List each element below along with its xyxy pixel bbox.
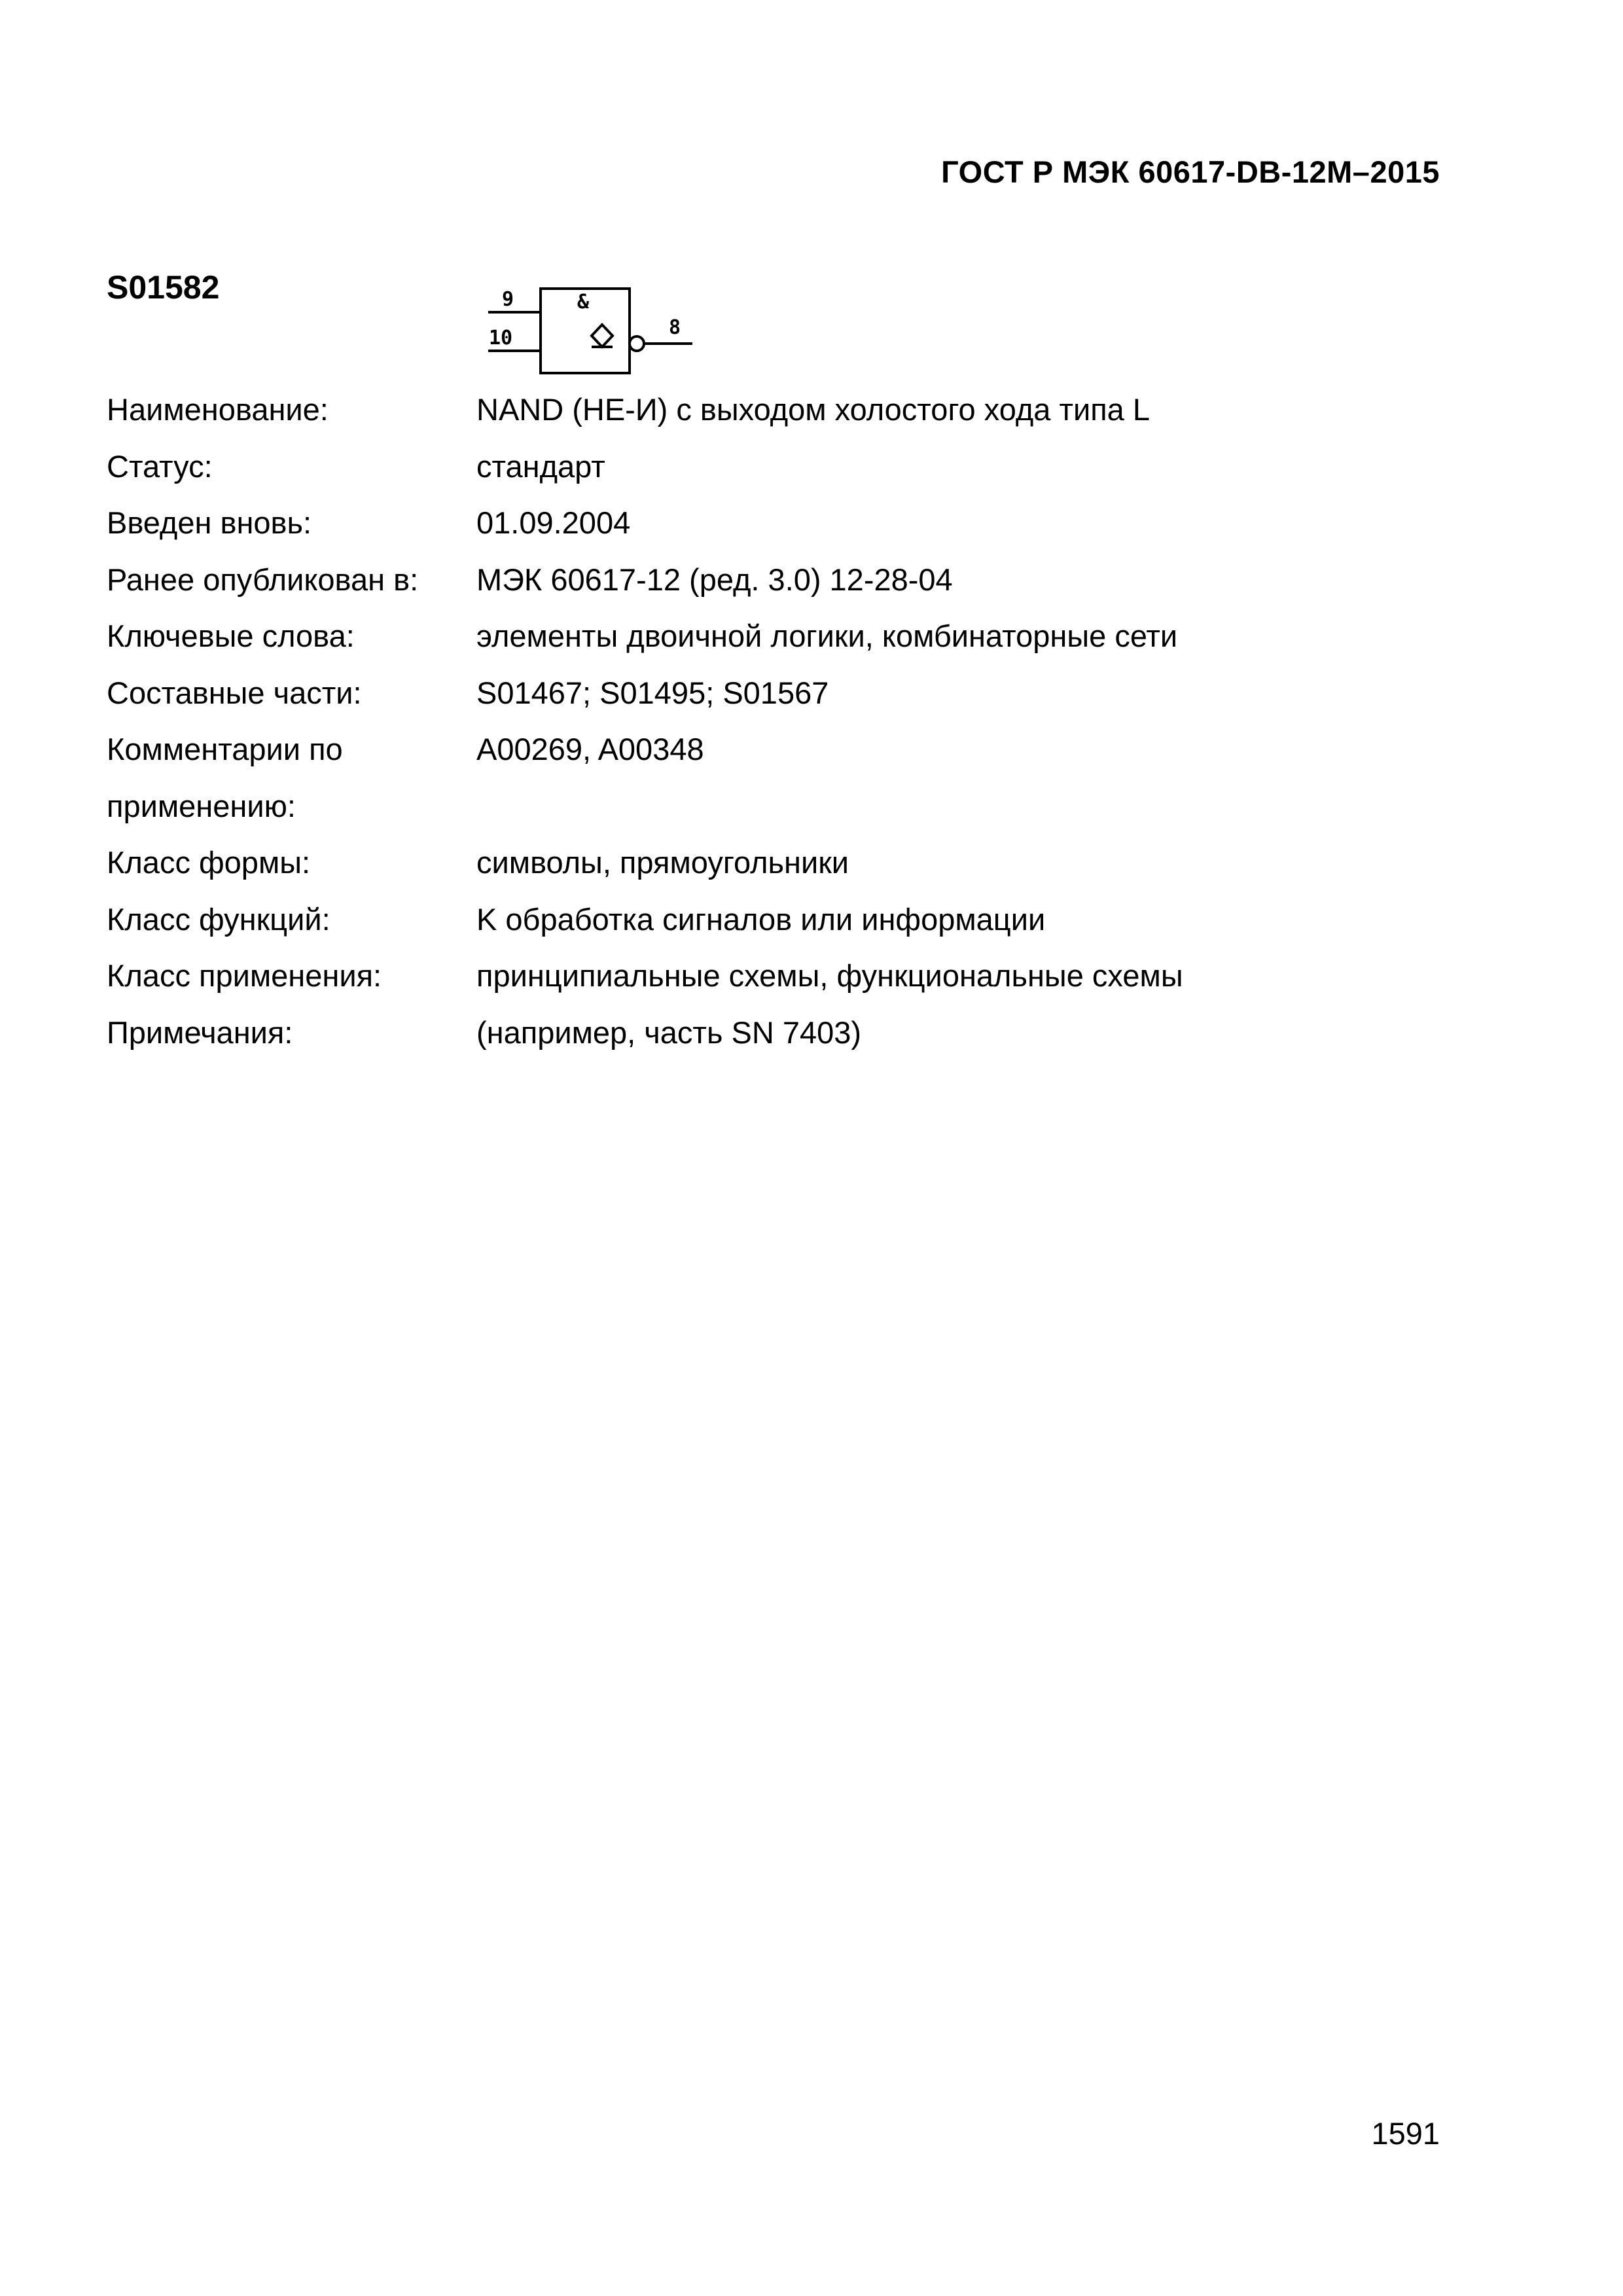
property-row-status <box>107 439 1183 495</box>
standard-code: ГОСТ Р МЭК 60617-DB-12M–2015 <box>941 154 1440 189</box>
property-row-name <box>107 382 1183 439</box>
property-row-previously-published <box>107 552 1183 609</box>
property-label: Ключевые слова: <box>107 619 355 653</box>
property-label: Ранее опубликован в: <box>107 562 419 597</box>
property-row-components <box>107 665 1183 722</box>
property-row-application-class <box>107 948 1183 1005</box>
property-label: Примечания: <box>107 1014 293 1050</box>
property-value: 01.09.2004 <box>476 505 631 540</box>
property-label: Составные части: <box>107 675 362 710</box>
property-value: (например, часть SN 7403) <box>476 1014 862 1050</box>
property-value: элементы двоичной логики, комбинаторные сети <box>476 619 1178 653</box>
property-row-notes <box>107 1005 1183 1062</box>
property-row-function-class <box>107 891 1183 948</box>
property-value: стандарт <box>476 448 605 484</box>
property-value: K обработка сигналов или информации <box>476 901 1046 937</box>
input-pin-9: 9 <box>502 288 514 311</box>
property-row-application-comments <box>107 721 1183 834</box>
nand-gate-symbol <box>484 278 700 383</box>
property-value: S01467; S01495; S01567 <box>476 675 829 710</box>
property-value: МЭК 60617-12 (ред. 3.0) 12-28-04 <box>476 562 953 597</box>
page-number: 1591 <box>1371 2116 1440 2151</box>
property-label: Введен вновь: <box>107 505 312 540</box>
output-pin-8: 8 <box>669 316 681 339</box>
property-row-introduced <box>107 495 1183 552</box>
property-label: Класс функций: <box>107 901 330 937</box>
property-value: принципиальные схемы, функциональные схемы <box>476 958 1183 993</box>
symbol-id: S01582 <box>107 269 220 306</box>
property-label: Класс применения: <box>107 958 382 993</box>
property-row-shape-class <box>107 834 1183 891</box>
properties-list <box>107 382 1183 1061</box>
property-value: A00269, A00348 <box>476 732 704 766</box>
function-label: & <box>577 291 590 314</box>
property-label: Комментарии по применению: <box>107 732 343 823</box>
property-label: Класс формы: <box>107 845 311 880</box>
property-label: Наименование: <box>107 392 329 427</box>
input-pin-10: 10 <box>489 327 513 350</box>
property-value: символы, прямоугольники <box>476 845 849 880</box>
negation-circle-icon <box>630 336 644 351</box>
property-row-keywords <box>107 608 1183 665</box>
open-circuit-diamond-icon <box>592 325 613 347</box>
property-value: NAND (НЕ-И) с выходом холостого хода типа L <box>476 392 1150 427</box>
property-label: Статус: <box>107 448 213 484</box>
